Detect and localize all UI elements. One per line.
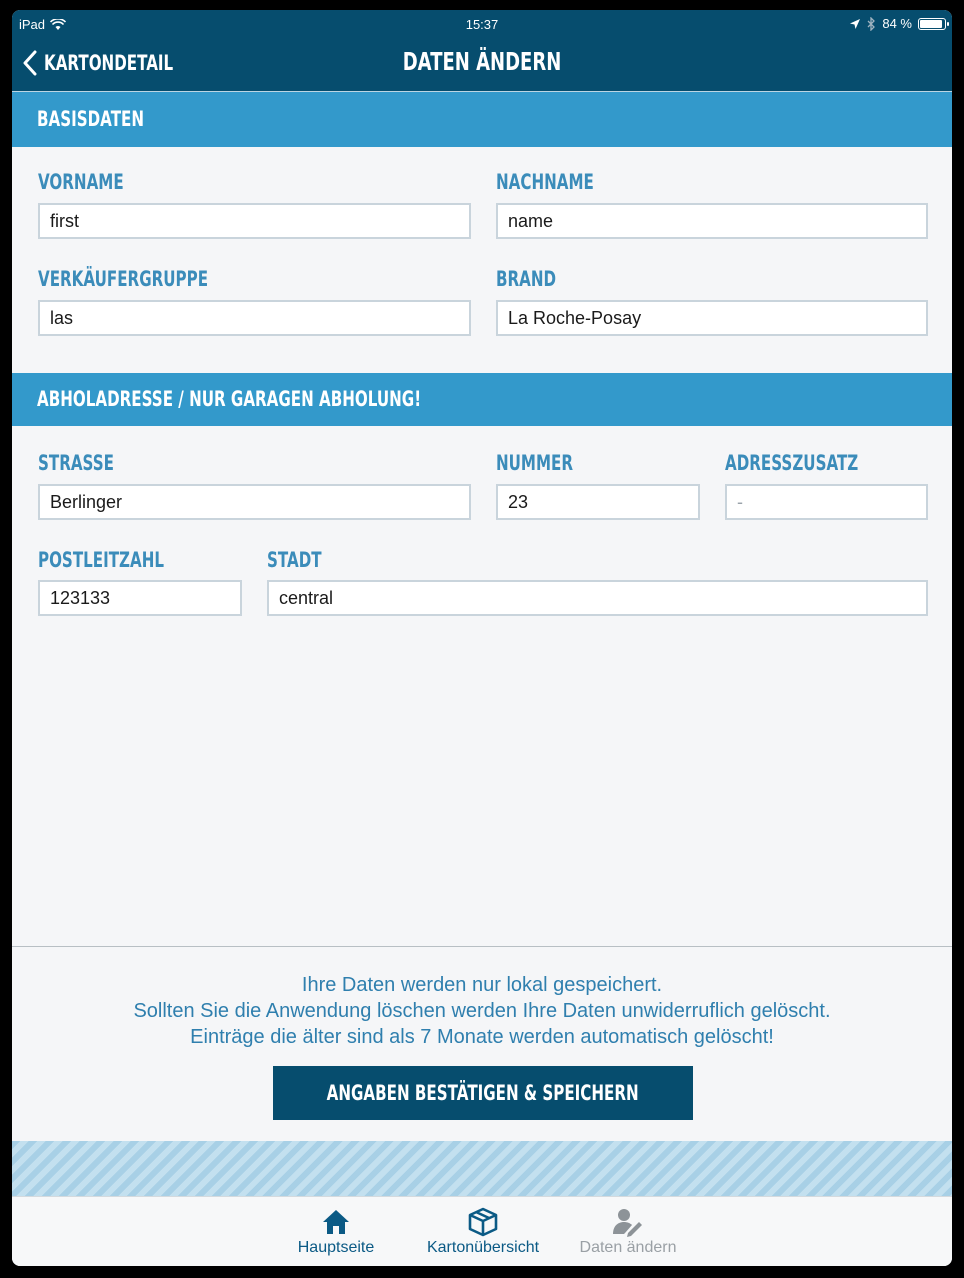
status-right [849,16,946,31]
page-title: DATEN ÄNDERN [402,47,562,76]
nachname-label: NACHNAME [496,170,594,194]
stadt-field[interactable]: central [267,580,928,616]
confirm-save-button[interactable] [273,1066,693,1120]
verkaeufergruppe-field[interactable]: las [38,300,471,336]
chevron-left-icon [22,50,38,76]
tab-kartonuebersicht[interactable] [403,1205,563,1257]
battery-level [920,20,942,28]
confirm-save-label: ANGABEN BESTÄTIGEN & SPEICHERN [326,1081,640,1105]
stadt-label: STADT [267,548,322,572]
location-arrow-icon [849,18,861,30]
section-header-abholadresse [12,373,952,426]
back-label: KARTONDETAIL [44,51,174,75]
status-bar [12,10,952,38]
section-title: ABHOLADRESSE / NUR GARAGEN ABHOLUNG! [37,387,422,411]
home-icon [256,1205,416,1239]
tab-bar [12,1196,952,1266]
battery-icon [918,18,946,30]
tab-hauptseite[interactable] [256,1205,416,1257]
footer-divider [12,946,952,947]
user-edit-icon [548,1205,708,1239]
nummer-field[interactable]: 23 [496,484,700,520]
vorname-label: VORNAME [38,170,124,194]
battery-percent: 84 % [882,16,912,31]
notice-line: Einträge die älter sind als 7 Monate werden automatisch gelöscht! [190,1026,774,1048]
section-header-basisdaten [12,92,952,147]
strasse-field[interactable]: Berlinger [38,484,471,520]
vorname-field[interactable]: first [38,203,471,239]
adresszusatz-label: ADRESSZUSATZ [725,451,859,475]
postleitzahl-field[interactable]: 123133 [38,580,242,616]
notice-line: Ihre Daten werden nur lokal gespeichert. [301,974,663,996]
notice-line: Sollten Sie die Anwendung löschen werden Ihre Daten unwiderruflich gelöscht. [133,1000,831,1022]
section-title: BASISDATEN [37,107,145,131]
brand-label: BRAND [496,267,557,291]
tab-daten-aendern[interactable] [548,1205,708,1257]
storage-notice [12,972,952,1050]
app-screen [12,10,952,1266]
top-bar [12,10,952,91]
tab-label: Hauptseite [297,1239,375,1256]
box-icon [403,1205,563,1239]
bluetooth-icon [867,17,876,31]
decorative-stripes [12,1141,952,1196]
nachname-field[interactable]: name [496,203,928,239]
device-name: iPad [19,17,46,32]
tab-label: Daten ändern [579,1239,677,1256]
nummer-label: NUMMER [496,451,574,475]
navigation-bar [12,38,952,91]
verkaeufergruppe-label: VERKÄUFERGRUPPE [38,267,209,291]
postleitzahl-label: POSTLEITZAHL [38,548,164,572]
adresszusatz-field[interactable]: - [725,484,928,520]
brand-field[interactable]: La Roche-Posay [496,300,928,336]
strasse-label: STRASSE [38,451,114,475]
tab-label: Kartonübersicht [426,1239,540,1256]
status-time: 15:37 [465,17,499,32]
